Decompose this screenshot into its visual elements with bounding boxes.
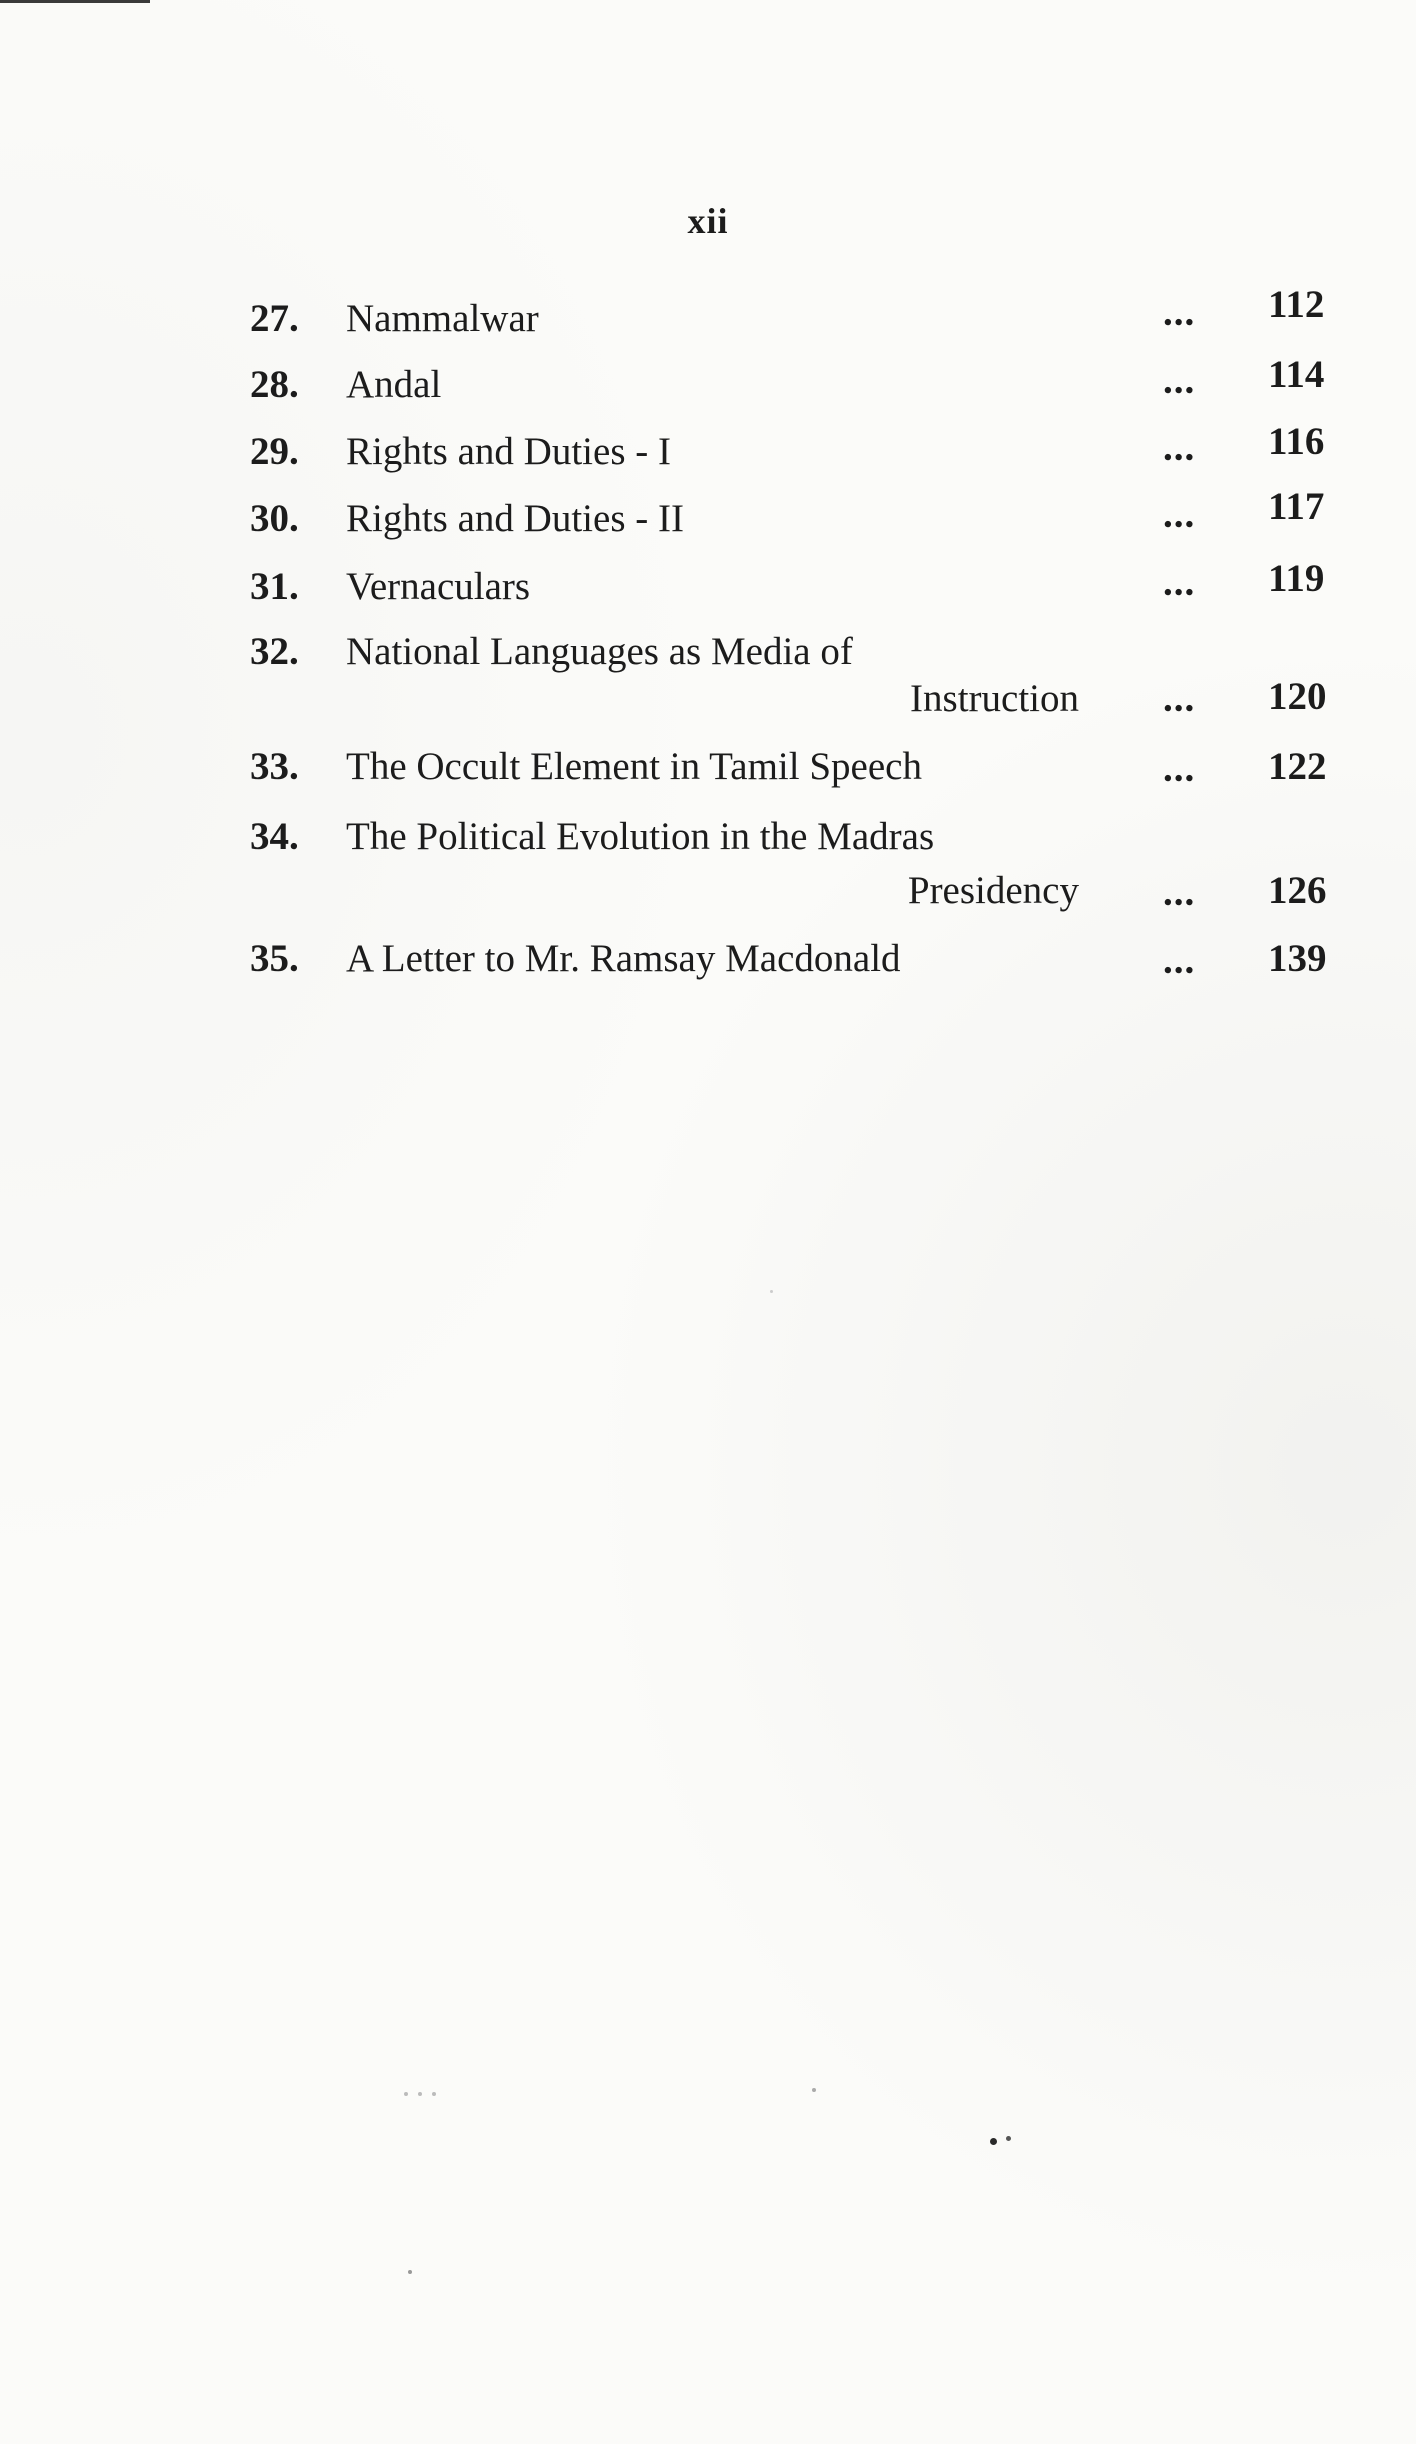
entry-page: 116: [1268, 420, 1325, 463]
entry-number: 28.: [250, 363, 299, 406]
entry-title: Nammalwar: [346, 297, 539, 340]
entry-page: 122: [1268, 745, 1327, 788]
entry-title: National Languages as Media of: [346, 630, 853, 673]
dot-leader: ...: [1163, 677, 1196, 720]
entry-page: 120: [1268, 675, 1327, 718]
entry-number: 29.: [250, 430, 299, 473]
dot-leader: ...: [1163, 871, 1196, 914]
entry-title-continuation: Instruction: [910, 677, 1079, 720]
page-edge-rule: [0, 0, 150, 3]
dot-leader: ...: [1163, 493, 1196, 536]
dot-leader: ...: [1163, 747, 1196, 790]
paper-speck: [408, 2270, 412, 2274]
entry-title: The Occult Element in Tamil Speech: [346, 745, 922, 788]
entry-title: Rights and Duties - II: [346, 497, 684, 540]
entry-page: 114: [1268, 353, 1325, 396]
paper-speck: [1006, 2136, 1011, 2141]
dot-leader: ...: [1163, 426, 1196, 469]
paper-speck: [812, 2088, 816, 2092]
entry-number: 27.: [250, 297, 299, 340]
entry-title-continuation: Presidency: [907, 869, 1079, 912]
entry-page: 117: [1268, 485, 1325, 528]
entry-title: A Letter to Mr. Ramsay Macdonald: [346, 937, 901, 980]
entry-title: Andal: [346, 363, 442, 406]
paper-speck: [770, 1290, 773, 1293]
paper-speck: [432, 2092, 436, 2096]
entry-page: 119: [1268, 557, 1325, 600]
entry-number: 30.: [250, 497, 299, 540]
entry-number: 35.: [250, 937, 299, 980]
entry-number: 34.: [250, 815, 299, 858]
page-number: xii: [687, 201, 729, 241]
entry-number: 33.: [250, 745, 299, 788]
entry-number: 32.: [250, 630, 299, 673]
paper-speck: [990, 2138, 997, 2145]
dot-leader: ...: [1163, 561, 1196, 604]
entry-page: 126: [1268, 869, 1327, 912]
paper-speck: [404, 2092, 408, 2096]
dot-leader: ...: [1163, 939, 1196, 982]
entry-title: Rights and Duties - I: [346, 430, 671, 473]
entry-page: 139: [1268, 937, 1327, 980]
entry-title: The Political Evolution in the Madras: [346, 815, 935, 858]
paper-speck: [418, 2092, 422, 2096]
entry-number: 31.: [250, 565, 299, 608]
entry-title: Vernaculars: [346, 565, 531, 608]
dot-leader: ...: [1163, 291, 1196, 334]
entry-page: 112: [1268, 283, 1325, 326]
dot-leader: ...: [1163, 359, 1196, 402]
